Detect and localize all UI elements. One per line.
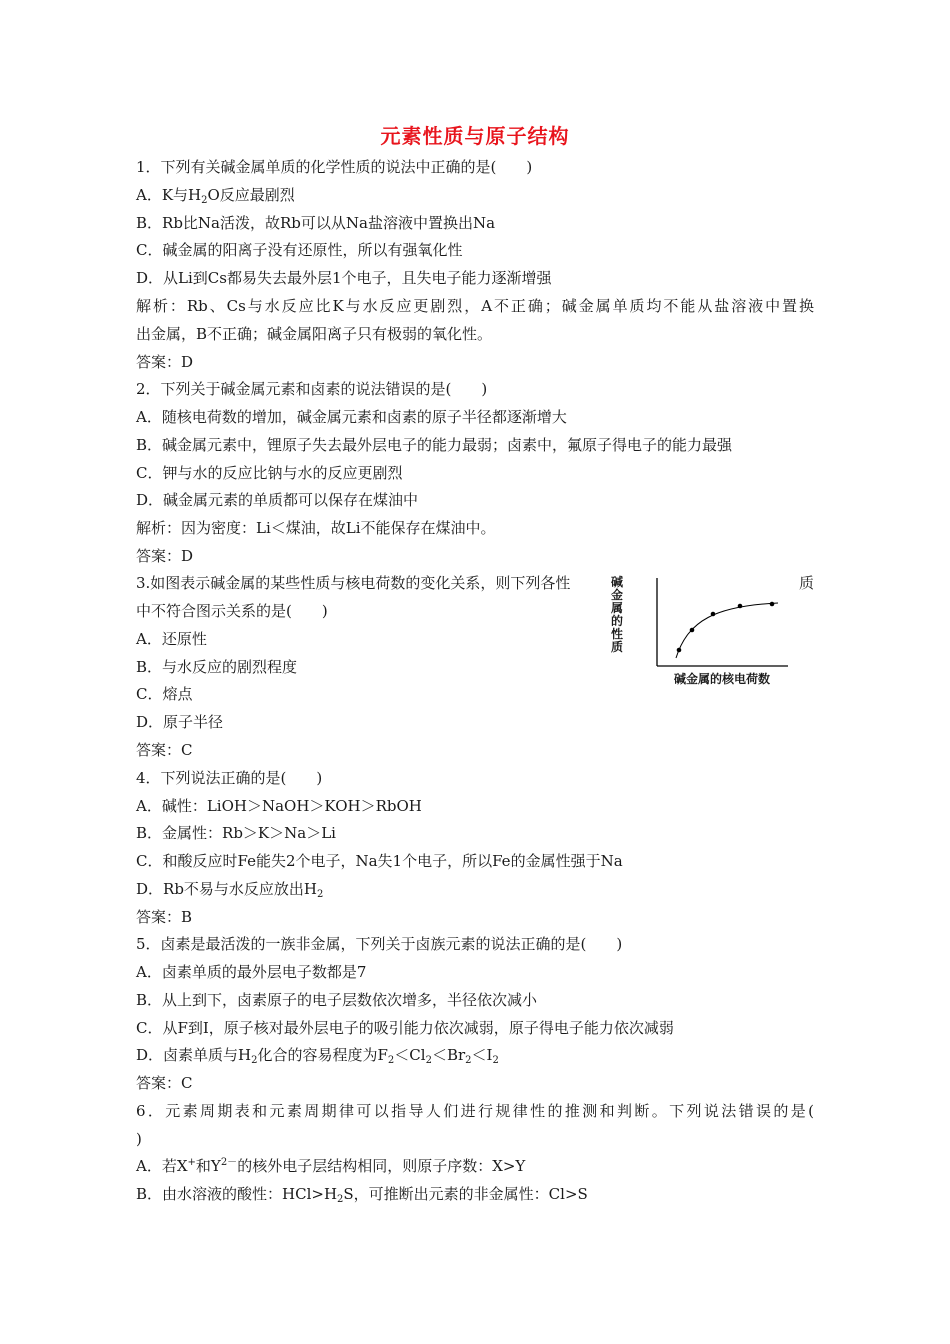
q6-stem-line2: ) <box>136 1130 142 1148</box>
q3-stem-line2: 中不符合图示关系的是( ) <box>136 602 328 620</box>
q1-option-d: D．从Li到Cs都易失去最外层1个电子，且失电子能力逐渐增强 <box>136 269 552 287</box>
q4-answer: 答案：B <box>136 908 193 926</box>
q4-option-a: A．碱性：LiOH＞NaOH＞KOH＞RbOH <box>136 797 422 815</box>
q3-option-c: C．熔点 <box>136 685 193 703</box>
q1-analysis-line2: 出金属，B不正确；碱金属阳离子只有极弱的氧化性。 <box>136 325 493 343</box>
figure-point <box>738 604 743 609</box>
q1-stem: 1．下列有关碱金属单质的化学性质的说法中正确的是( ) <box>136 158 533 176</box>
q4-option-d: D．Rb不易与水反应放出$H_2$ <box>136 880 324 900</box>
figure-x-axis-label: 碱金属的核电荷数 <box>674 672 771 686</box>
q5-answer: 答案：C <box>136 1074 193 1092</box>
q6-option-b: B．由水溶液的酸性：$HCl>H_2S$，可推断出元素的非金属性：Cl>S <box>136 1185 588 1205</box>
q3-option-b: B．与水反应的剧烈程度 <box>136 658 298 676</box>
q1-option-b: B．Rb比Na活泼，故Rb可以从Na盐溶液中置换出Na <box>136 214 496 232</box>
q2-option-d: D．碱金属元素的单质都可以保存在煤油中 <box>136 491 419 509</box>
q3-answer: 答案：C <box>136 741 193 759</box>
q5-option-b: B．从上到下，卤素原子的电子层数依次增多，半径依次减小 <box>136 991 538 1009</box>
q2-option-c: C．钾与水的反应比钠与水的反应更剧烈 <box>136 464 403 482</box>
q4-option-c: C．和酸反应时Fe能失2个电子，Na失1个电子，所以Fe的金属性强于Na <box>136 852 623 870</box>
q3-option-a: A．还原性 <box>136 630 207 648</box>
q5-option-d: D．卤素单质与$H_2$化合的容易程度为$F_2<Cl_2<Br_2<I_2$ <box>136 1046 499 1066</box>
q2-option-b: B．碱金属元素中，锂原子失去最外层电子的能力最弱；卤素中，氟原子得电子的能力最强 <box>136 436 733 454</box>
q3-stem-tail: 质 <box>799 574 815 592</box>
q4-option-b: B．金属性：Rb＞K＞Na＞Li <box>136 824 336 842</box>
figure-y-axis-label: 碱金属的性质 <box>611 575 624 654</box>
q1-option-a: A．K与$H_2O$反应最剧烈 <box>136 186 295 206</box>
q2-analysis: 解析：因为密度：Li＜煤油，故Li不能保存在煤油中。 <box>136 519 496 537</box>
q3-figure <box>606 570 796 695</box>
q2-stem: 2．下列关于碱金属元素和卤素的说法错误的是( ) <box>136 380 488 398</box>
figure-point <box>711 612 716 617</box>
q5-stem: 5．卤素是最活泼的一族非金属，下列关于卤族元素的说法正确的是( ) <box>136 935 623 953</box>
figure-point <box>770 602 775 607</box>
q1-answer: 答案：D <box>136 353 194 371</box>
figure-point <box>677 648 682 653</box>
figure-plot <box>606 570 796 670</box>
q5-option-c: C．从F到I，原子核对最外层电子的吸引能力依次减弱，原子得电子能力依次减弱 <box>136 1019 674 1037</box>
q2-answer: 答案：D <box>136 547 194 565</box>
q5-option-a: A．卤素单质的最外层电子数都是7 <box>136 963 367 981</box>
q4-stem: 4．下列说法正确的是( ) <box>136 769 323 787</box>
q3-stem-line1: 3.如图表示碱金属的某些性质与核电荷数的变化关系，则下列各性 <box>136 574 571 592</box>
page-title: 元素性质与原子结构 <box>380 124 570 148</box>
q1-option-c: C．碱金属的阳离子没有还原性，所以有强氧化性 <box>136 241 463 259</box>
q6-stem-line1: 6．元素周期表和元素周期律可以指导人们进行规律性的推测和判断。下列说法错误的是( <box>136 1102 814 1120</box>
q6-option-a: A．若X+和$Y^{2-}$的核外电子层结构相同，则原子序数：X>Y <box>136 1157 526 1175</box>
figure-point <box>690 628 695 633</box>
q1-analysis-line1: 解析：Rb、Cs与水反应比K与水反应更剧烈，A不正确；碱金属单质均不能从盐溶液中置换 <box>136 297 814 315</box>
q3-option-d: D．原子半径 <box>136 713 224 731</box>
q2-option-a: A．随核电荷数的增加，碱金属元素和卤素的原子半径都逐渐增大 <box>136 408 567 426</box>
